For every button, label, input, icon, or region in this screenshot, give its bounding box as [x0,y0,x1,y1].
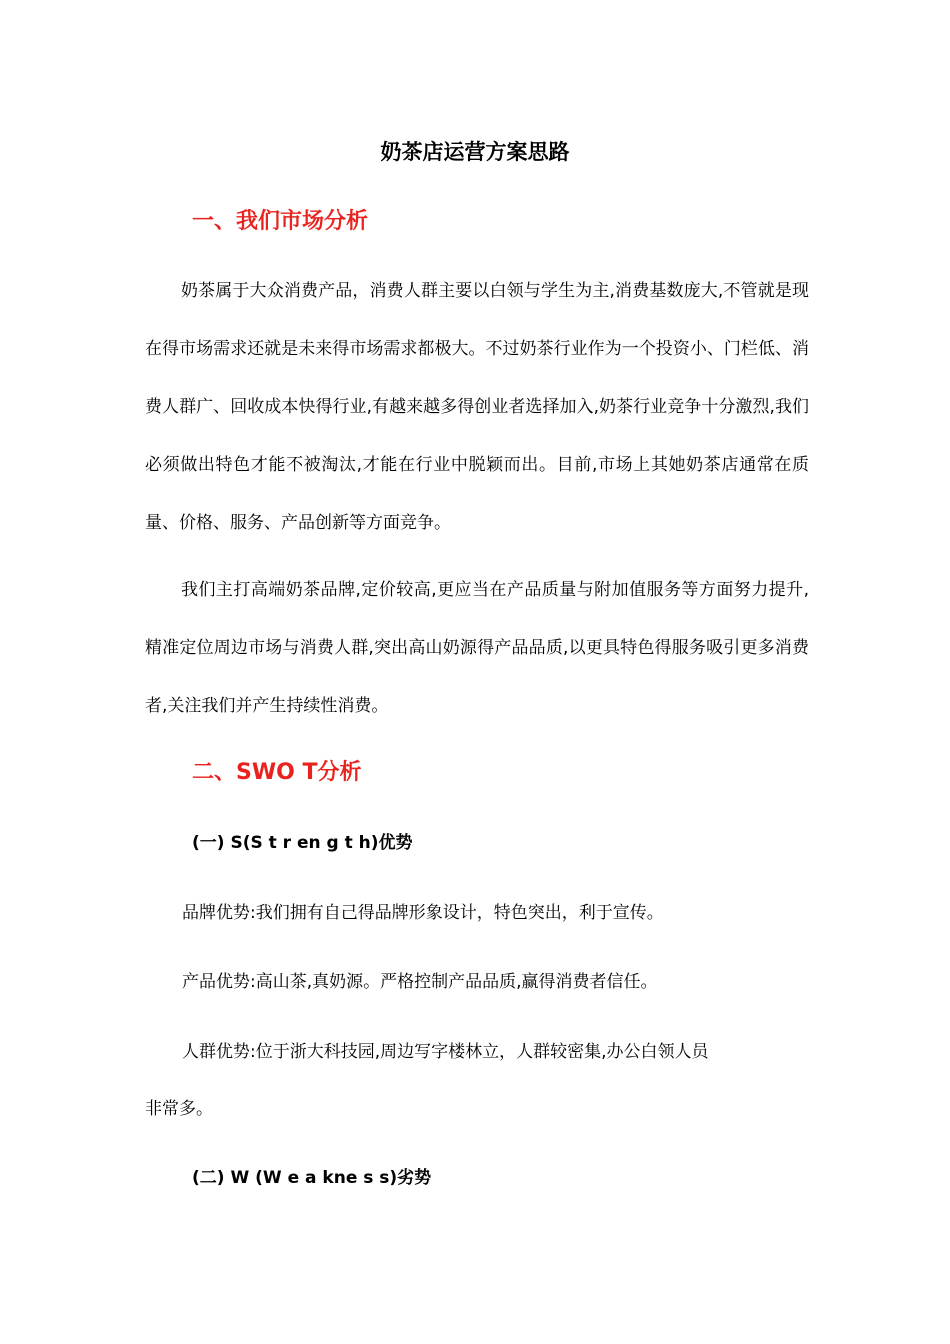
strength-people-text-line2: 非常多。 [145,1099,213,1119]
paragraph-positioning: 我们主打高端奶茶品牌,定价较高,更应当在产品质量与附加值服务等方面努力提升,精准定位周边市场与消费人群,突出高山奶源得产品品质,以更具特色得服务吸引更多消费者,关注我们并产生持续性消费。 [145,580,809,716]
strength-people-text-line1: 人群优势:位于浙大科技园,周边写字楼林立，人群较密集,办公白领人员 [182,1042,709,1062]
section-heading-swot: 二、SWO T分析 [192,760,362,785]
paragraph-market-overview: 奶茶属于大众消费产品，消费人群主要以白领与学生为主,消费基数庞大,不管就是现在得市场需求还就是未来得市场需求都极大。不过奶茶行业作为一个投资小、门栏低、消费人群广、回收成本快得行业,有越来越多得创业者选择加入,奶茶行业竞争十分激烈,我们必须做出特色才能不被淘汰,才能在行业中脱颖而出。目前,市场上其她奶茶店通常在质量、价格、服务、产品创新等方面竞争。 [145,281,809,533]
subheading-weakness: (二) W (W e a kne s s)劣势 [192,1168,432,1188]
section-heading-market-analysis: 一、我们市场分析 [192,209,369,234]
strength-brand-text: 品牌优势:我们拥有自己得品牌形象设计，特色突出，利于宣传。 [182,903,664,923]
document-title: 奶茶店运营方案思路 [380,140,570,164]
strength-product-text: 产品优势:高山茶,真奶源。严格控制产品品质,赢得消费者信任。 [182,972,658,992]
subheading-strength: (一) S(S t r en g t h)优势 [192,833,413,853]
